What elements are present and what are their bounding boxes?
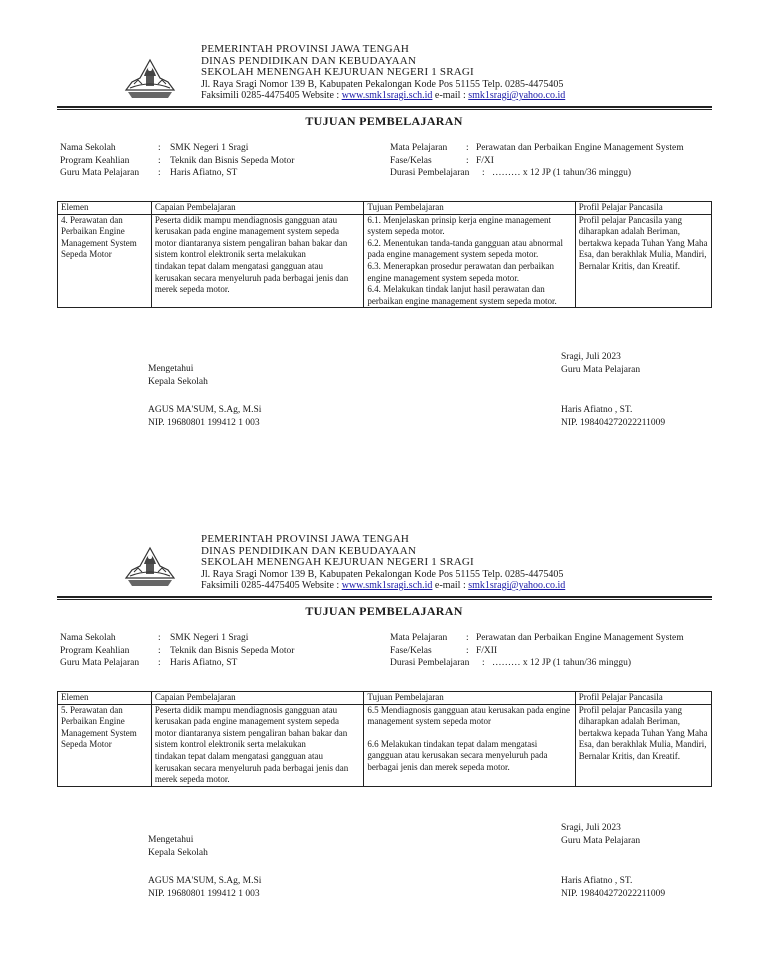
info-value: SMK Negeri 1 Sragi [170, 633, 249, 643]
header-divider [57, 596, 712, 598]
info-value: Haris Afiatno, ST [170, 168, 238, 178]
info-label: Program Keahlian [60, 155, 130, 166]
sign-place-date: Sragi, Juli 2023 [561, 352, 621, 362]
table-row [58, 704, 712, 786]
info-row [60, 632, 294, 645]
info-row [390, 645, 684, 658]
info-row [390, 167, 684, 180]
letterhead-address: Jl. Raya Sragi Nomor 139 B, Kabupaten Pekalongan Kode Pos 51155 Telp. 0285-4475405 [201, 568, 564, 580]
website-link[interactable]: www.smk1sragi.sch.id [341, 580, 433, 591]
letterhead-line3: SEKOLAH MENENGAH KEJURUAN NEGERI 1 SRAGI [201, 556, 474, 568]
page-title: TUJUAN PEMBELAJARAN [305, 604, 463, 618]
sign-place-date: Sragi, Juli 2023 [561, 823, 621, 833]
sign-name: AGUS MA'SUM, S.Ag, M.Si [148, 405, 262, 415]
letterhead [201, 44, 565, 102]
info-left [60, 142, 294, 180]
sign-nip: NIP. 198404272022211009 [561, 417, 666, 428]
cell-elemen: 4. Perawatan dan Perbaikan Engine Management System Sepeda Motor [58, 214, 152, 308]
info-row [60, 142, 294, 155]
column-header-profil: Profil Pelajar Pancasila [575, 692, 711, 705]
info-value: F/XI [476, 155, 494, 166]
info-label: Nama Sekolah [60, 633, 116, 643]
info-sep: : [466, 155, 469, 166]
page-title: TUJUAN PEMBELAJARAN [305, 114, 463, 128]
letterhead-contact [201, 580, 565, 592]
info-row [390, 657, 684, 670]
info-value: Perawatan dan Perbaikan Engine Management System [476, 143, 684, 153]
tujuan-item: 6.6 Melakukan tindakan tepat dalam mengatasi gangguan atau kerusakan secara menyeluruh pada berbagai jenis dan merek sepeda motor. [367, 738, 548, 772]
info-sep: : [482, 168, 485, 178]
capaian-text-1: Peserta didik mampu mendiagnosis gangguan atau kerusakan pada engine management system sepeda motor diantaranya sistem pengaliran bahan bakar dan sistem kontrol elektronik serta melakukan [154, 214, 348, 260]
fax-text: Faksimili 0285-4475405 Website : [201, 90, 342, 101]
cell-tujuan [364, 214, 575, 308]
fax-text: Faksimili 0285-4475405 Website : [201, 580, 342, 591]
column-header-elemen: Elemen [58, 202, 152, 215]
info-value: Teknik dan Bisnis Sepeda Motor [170, 645, 295, 656]
header-divider [57, 106, 712, 108]
sign-name: Haris Afiatno , ST. [561, 876, 633, 886]
column-header-tujuan: Tujuan Pembelajaran [364, 202, 575, 215]
info-value: ……… x 12 JP (1 tahun/36 minggu) [492, 658, 631, 668]
info-value: F/XII [476, 645, 498, 656]
cell-elemen: 5. Perawatan dan Perbaikan Engine Management System Sepeda Motor [58, 704, 152, 786]
sign-nip: NIP. 19680801 199412 1 003 [148, 417, 260, 428]
email-link[interactable]: smk1sragi@yahoo.co.id [468, 580, 566, 591]
sign-label: Mengetahui [148, 364, 194, 374]
sign-role: Kepala Sekolah [148, 847, 208, 858]
sign-nip: NIP. 19680801 199412 1 003 [148, 888, 260, 899]
info-label: Program Keahlian [60, 645, 130, 656]
info-label: Fase/Kelas [390, 155, 432, 166]
signature-teacher [561, 822, 665, 900]
tujuan-item: 6.1. Menjelaskan prinsip kerja engine management system sepeda motor. [367, 214, 552, 237]
provincial-emblem-icon [122, 52, 178, 100]
learning-objectives-table [57, 691, 712, 787]
signature-teacher [561, 351, 665, 429]
info-right [390, 142, 684, 180]
info-sep: : [158, 155, 161, 166]
document-sheet-2 [0, 490, 768, 960]
tujuan-item: 6.3. Menerapkan prosedur perawatan dan perbaikan engine management system sepeda motor. [367, 260, 555, 283]
signature-principal [148, 363, 261, 429]
letterhead-line3: SEKOLAH MENENGAH KEJURUAN NEGERI 1 SRAGI [201, 66, 474, 78]
table-row [58, 214, 712, 308]
cell-tujuan [364, 704, 575, 786]
tujuan-item: 6.4. Melakukan tindak lanjut hasil perawatan dan perbaikan engine management system sepeda motor. [367, 284, 557, 306]
sign-role: Guru Mata Pelajaran [561, 364, 641, 375]
column-header-elemen: Elemen [58, 692, 152, 705]
sign-name: AGUS MA'SUM, S.Ag, M.Si [148, 876, 262, 886]
info-sep: : [158, 645, 161, 656]
cell-profil: Profil pelajar Pancasila yang diharapkan adalah Beriman, bertakwa kepada Tuhan Yang Maha Esa, dan berakhlak Mulia, Mandiri, Bernalar Kritis, dan Kreatif. [575, 214, 711, 308]
sign-label: Mengetahui [148, 835, 194, 845]
sign-name: Haris Afiatno , ST. [561, 405, 633, 415]
info-row [390, 632, 684, 645]
info-label: Guru Mata Pelajaran [60, 658, 140, 668]
info-value: ……… x 12 JP (1 tahun/36 minggu) [492, 168, 631, 178]
email-label: e-mail : [432, 580, 469, 591]
info-label: Nama Sekolah [60, 143, 116, 153]
learning-objectives-table [57, 201, 712, 308]
capaian-text-2: tindakan tepat dalam mengatasi gangguan atau kerusakan secara menyeluruh pada berbagai jenis dan merek sepeda motor. [154, 750, 349, 785]
info-row [60, 645, 294, 658]
capaian-text-2: tindakan tepat dalam mengatasi gangguan atau kerusakan secara menyeluruh pada berbagai jenis dan merek sepeda motor. [154, 260, 349, 295]
info-row [60, 657, 294, 670]
cell-profil: Profil pelajar Pancasila yang diharapkan adalah Beriman, bertakwa kepada Tuhan Yang Maha Esa, dan berakhlak Mulia, Mandiri, Bernalar Kritis, dan Kreatif. [575, 704, 711, 786]
info-right [390, 632, 684, 670]
table-header-row [58, 692, 712, 705]
header-divider-thin [57, 109, 712, 110]
provincial-emblem-icon [122, 540, 178, 588]
document-sheet-1 [0, 0, 768, 470]
sign-nip: NIP. 198404272022211009 [561, 888, 666, 899]
letterhead-address: Jl. Raya Sragi Nomor 139 B, Kabupaten Pekalongan Kode Pos 51155 Telp. 0285-4475405 [201, 78, 564, 90]
letterhead-contact [201, 90, 565, 102]
info-sep: : [466, 645, 469, 656]
info-value: Haris Afiatno, ST [170, 658, 238, 668]
info-sep: : [466, 633, 469, 643]
tujuan-item: 6.2. Menentukan tanda-tanda gangguan atau abnormal pada engine management system sepeda motor. [367, 237, 564, 260]
info-row [60, 167, 294, 180]
signature-principal [148, 834, 261, 900]
info-left [60, 632, 294, 670]
capaian-text-1: Peserta didik mampu mendiagnosis gangguan atau kerusakan pada engine management system sepeda motor diantaranya sistem pengaliran bahan bakar dan sistem kontrol elektronik serta melakukan [154, 704, 348, 750]
column-header-tujuan: Tujuan Pembelajaran [364, 692, 575, 705]
info-sep: : [158, 168, 161, 178]
info-label: Fase/Kelas [390, 645, 432, 656]
letterhead-line1: PEMERINTAH PROVINSI JAWA TENGAH [201, 533, 410, 545]
cell-capaian [151, 704, 363, 786]
info-row [390, 142, 684, 155]
info-row [390, 155, 684, 168]
cell-capaian [151, 214, 363, 308]
sign-role: Guru Mata Pelajaran [561, 835, 641, 846]
info-row [60, 155, 294, 168]
column-header-capaian: Capaian Pembelajaran [151, 202, 363, 215]
letterhead-line2: DINAS PENDIDIKAN DAN KEBUDAYAAN [201, 54, 417, 67]
info-sep: : [466, 143, 469, 153]
letterhead [201, 534, 565, 592]
header-divider-thin [57, 599, 712, 600]
email-label: e-mail : [432, 90, 469, 101]
info-value: Perawatan dan Perbaikan Engine Management System [476, 633, 684, 643]
tujuan-item: 6.5 Mendiagnosis gangguan atau kerusakan pada engine management system sepeda motor [367, 704, 571, 727]
info-value: Teknik dan Bisnis Sepeda Motor [170, 155, 295, 166]
info-sep: : [158, 143, 161, 153]
letterhead-line2: DINAS PENDIDIKAN DAN KEBUDAYAAN [201, 544, 417, 557]
email-link[interactable]: smk1sragi@yahoo.co.id [468, 90, 566, 101]
info-value: SMK Negeri 1 Sragi [170, 143, 249, 153]
letterhead-line1: PEMERINTAH PROVINSI JAWA TENGAH [201, 43, 410, 55]
column-header-profil: Profil Pelajar Pancasila [575, 202, 711, 215]
info-sep: : [158, 633, 161, 643]
website-link[interactable]: www.smk1sragi.sch.id [341, 90, 433, 101]
info-label: Durasi Pembelajaran [390, 658, 470, 668]
info-label: Durasi Pembelajaran [390, 168, 470, 178]
info-sep: : [482, 658, 485, 668]
info-label: Mata Pelajaran [390, 143, 448, 153]
info-label: Guru Mata Pelajaran [60, 168, 140, 178]
info-sep: : [158, 658, 161, 668]
column-header-capaian: Capaian Pembelajaran [151, 692, 363, 705]
sign-role: Kepala Sekolah [148, 376, 208, 387]
table-header-row [58, 202, 712, 215]
info-label: Mata Pelajaran [390, 633, 448, 643]
